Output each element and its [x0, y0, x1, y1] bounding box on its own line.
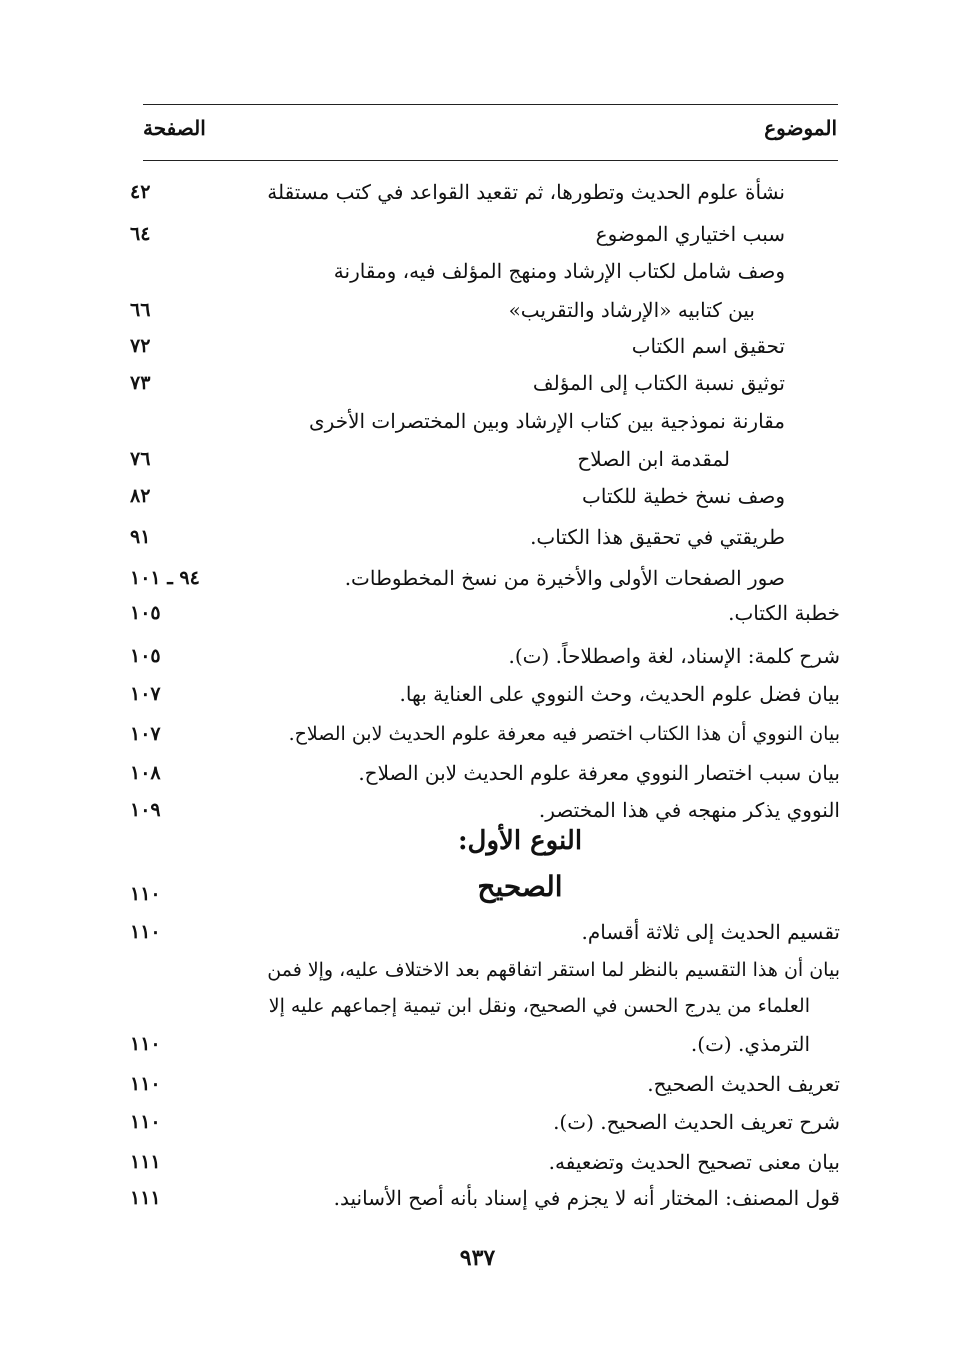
- toc-entry: [0, 560, 955, 596]
- entry-title: نشأة علوم الحديث وتطورها، ثم تقعيد القواعد في كتب مستقلة: [267, 180, 785, 204]
- toc-entry: [0, 716, 955, 752]
- entry-title: لمقدمة ابن الصلاح: [577, 447, 730, 471]
- toc-entry: [0, 676, 955, 712]
- entry-page: ١١٠: [130, 921, 161, 943]
- entry-title: العلماء من يدرج الحسن في الصحيح، ونقل ابن تيمية إجماعهم عليه إلا: [268, 995, 810, 1017]
- entry-page: ١١٠: [130, 1033, 161, 1055]
- toc-entry: [0, 328, 955, 364]
- toc-entry: [0, 1026, 955, 1062]
- toc-entry: [0, 1144, 955, 1180]
- toc-entry: [0, 952, 955, 988]
- entry-page: ٤٢: [130, 181, 151, 203]
- entry-page: ١٠٧: [130, 723, 161, 745]
- section-subtitle-page: ١١٠: [130, 883, 161, 905]
- entry-page: ٩١: [130, 526, 151, 548]
- entry-title: تحقيق اسم الكتاب: [631, 334, 785, 358]
- top-rule: [143, 104, 838, 105]
- entry-title: خطبة الكتاب.: [728, 601, 840, 625]
- toc-entry: [0, 792, 955, 828]
- entry-title: النووي يذكر منهجه في هذا المختصر.: [538, 798, 840, 822]
- entry-title: شرح تعريف الحديث الصحيح. (ت).: [553, 1110, 840, 1134]
- entry-title: بيان معنى تصحيح الحديث وتضعيفه.: [548, 1150, 840, 1174]
- entry-title: بين كتابيه «الإرشاد والتقريب»: [508, 298, 755, 322]
- entry-page: ٦٤: [130, 223, 151, 245]
- section-subtitle-row: [0, 876, 955, 912]
- toc-entry: [0, 478, 955, 514]
- entry-title: صور الصفحات الأولى والأخيرة من نسخ المخطوطات.: [344, 566, 785, 590]
- toc-entry: [0, 519, 955, 555]
- entry-page: ١٠٩: [130, 799, 161, 821]
- toc-entry: [0, 1066, 955, 1102]
- entry-title: قول المصنف: المختار أنه لا يجزم في إسناد بأنه أصح الأسانيد.: [333, 1186, 840, 1210]
- entry-title: سبب اختياري الموضوع: [595, 222, 785, 246]
- header-rule: [143, 160, 838, 161]
- entry-page: ٧٢: [130, 335, 151, 357]
- toc-entry: [0, 755, 955, 791]
- entry-title: وصف شامل لكتاب الإرشاد ومنهج المؤلف فيه، ومقارنة: [333, 259, 785, 283]
- entry-page: ٧٣: [130, 372, 151, 394]
- toc-entry: [0, 174, 955, 210]
- entry-title: توثيق نسبة الكتاب إلى المؤلف: [532, 371, 785, 395]
- toc-entry: [0, 216, 955, 252]
- topic-column-header: الموضوع: [764, 116, 837, 140]
- entry-title: بيان أن هذا التقسيم بالنظر لما استقر اتفاقهم بعد الاختلاف عليه، وإلا فمن: [267, 959, 840, 981]
- entry-page: ١١١: [130, 1151, 161, 1173]
- entry-page: ١١١: [130, 1187, 161, 1209]
- entry-page: ١١٠: [130, 1111, 161, 1133]
- entry-title: وصف نسخ خطية للكتاب: [582, 484, 785, 508]
- entry-title: بيان فضل علوم الحديث، وحث النووي على العناية بها.: [399, 682, 840, 706]
- toc-entry: [0, 1180, 955, 1216]
- entry-title: شرح كلمة: الإسناد، لغة واصطلاحاً. (ت).: [508, 644, 840, 668]
- entry-page: ١٠٥: [130, 645, 161, 667]
- section-subtitle: الصحيح: [477, 870, 563, 903]
- entry-page: ٦٦: [130, 299, 151, 321]
- toc-entry: [0, 253, 955, 289]
- toc-entry: [0, 914, 955, 950]
- toc-entry: [0, 1104, 955, 1140]
- entry-title: طريقتي في تحقيق هذا الكتاب.: [530, 525, 785, 549]
- entry-page: ٧٦: [130, 448, 151, 470]
- entry-page: ١٠٥: [130, 602, 161, 624]
- toc-entry: [0, 988, 955, 1024]
- section-title: النوع الأول:: [457, 826, 583, 856]
- toc-entry: [0, 403, 955, 439]
- entry-page: ١٠٧: [130, 683, 161, 705]
- entry-page: ١٠٨: [130, 762, 161, 784]
- entry-title: تقسيم الحديث إلى ثلاثة أقسام.: [581, 920, 840, 944]
- entry-title: الترمذي. (ت).: [690, 1032, 810, 1056]
- entry-title: تعريف الحديث الصحيح.: [647, 1072, 840, 1096]
- page-column-header: الصفحة: [143, 116, 206, 140]
- entry-page: ٨٢: [130, 485, 151, 507]
- entry-title: بيان النووي أن هذا الكتاب اختصر فيه معرفة علوم الحديث لابن الصلاح.: [288, 723, 840, 745]
- toc-entry: [0, 292, 955, 328]
- entry-title: مقارنة نموذجية بين كتاب الإرشاد وبين المختصرات الأخرى: [309, 409, 785, 433]
- toc-entry: [0, 595, 955, 631]
- entry-title: بيان سبب اختصار النووي معرفة علوم الحديث لابن الصلاح.: [358, 761, 840, 785]
- toc-entry: [0, 638, 955, 674]
- toc-entry: [0, 365, 955, 401]
- toc-entry: [0, 441, 955, 477]
- entry-page: ٩٤ ـ ١٠١: [130, 567, 200, 589]
- page-number: ٩٣٧: [459, 1245, 496, 1271]
- entry-page: ١١٠: [130, 1073, 161, 1095]
